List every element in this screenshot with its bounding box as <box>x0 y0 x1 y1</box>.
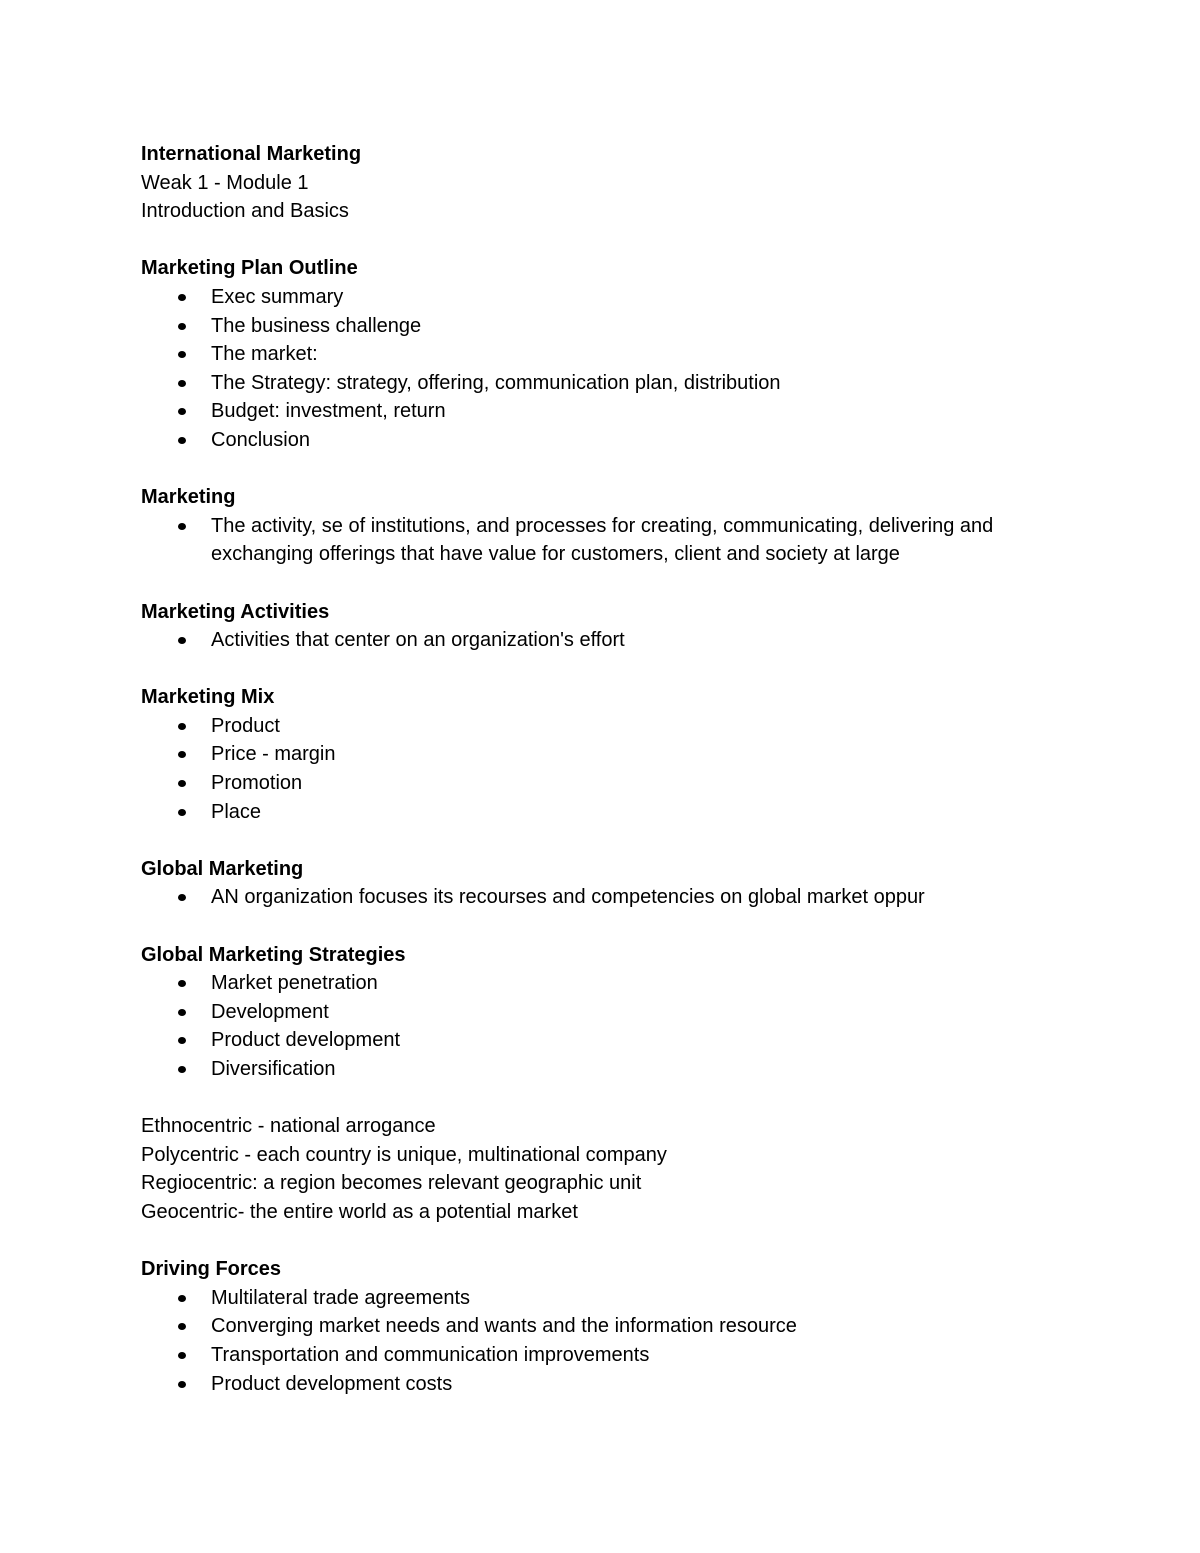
spacer <box>141 1227 1081 1256</box>
bullet-icon <box>178 408 186 415</box>
bullet-icon <box>178 780 186 787</box>
list-item: Product development <box>141 1026 1081 1055</box>
bullet-list <box>141 626 1081 655</box>
bullet-icon <box>178 294 186 301</box>
bullet-icon <box>178 1352 186 1359</box>
bullet-list <box>141 883 1081 912</box>
list-item: Exec summary <box>141 283 1081 312</box>
bullet-icon <box>178 637 186 644</box>
list-item: Budget: investment, return <box>141 397 1081 426</box>
spacer <box>141 226 1081 255</box>
bullet-list <box>141 283 1081 455</box>
bullet-list <box>141 1284 1081 1398</box>
bullet-icon <box>178 723 186 730</box>
list-item: Product <box>141 712 1081 741</box>
bullet-icon <box>178 323 186 330</box>
spacer <box>141 455 1081 484</box>
list-item: Promotion <box>141 769 1081 798</box>
list-item: Transportation and communication improvements <box>141 1341 1081 1370</box>
bullet-icon <box>178 1323 186 1330</box>
list-item: The business challenge <box>141 312 1081 341</box>
list-item: Price - margin <box>141 740 1081 769</box>
list-item: Converging market needs and wants and the information resource <box>141 1312 1081 1341</box>
spacer <box>141 1084 1081 1113</box>
spacer <box>141 655 1081 684</box>
bullet-icon <box>178 380 186 387</box>
section-heading-marketing-mix: Marketing Mix <box>141 686 275 709</box>
spacer <box>141 569 1081 598</box>
list-item: Product development costs <box>141 1370 1081 1399</box>
bullet-icon <box>178 1295 186 1302</box>
list-item: The Strategy: strategy, offering, communication plan, distribution <box>141 369 1081 398</box>
bullet-icon <box>178 1009 186 1016</box>
list-item: The market: <box>141 340 1081 369</box>
document-title: International Marketing <box>141 143 362 165</box>
list-item: Conclusion <box>141 426 1081 455</box>
bullet-icon <box>178 523 186 530</box>
list-item: Development <box>141 998 1081 1027</box>
list-item: The activity, se of institutions, and processes for creating, communicating, delivering and exchanging offerings that have value for customers, client and society at large <box>141 512 1081 569</box>
list-item: Diversification <box>141 1055 1081 1084</box>
orientation-line: Regiocentric: a region becomes relevant geographic unit <box>141 1172 642 1195</box>
bullet-icon <box>178 1381 186 1388</box>
section-heading-marketing: Marketing <box>141 486 236 509</box>
section-heading-marketing-plan-outline: Marketing Plan Outline <box>141 257 358 280</box>
section-heading-marketing-activities: Marketing Activities <box>141 600 330 623</box>
bullet-list <box>141 969 1081 1083</box>
bullet-icon <box>178 894 186 901</box>
list-item: Market penetration <box>141 969 1081 998</box>
bullet-icon <box>178 351 186 358</box>
bullet-list <box>141 512 1081 569</box>
section-heading-global-marketing: Global Marketing <box>141 857 304 880</box>
orientation-line: Polycentric - each country is unique, multinational company <box>141 1143 667 1166</box>
orientation-line: Ethnocentric - national arrogance <box>141 1115 436 1138</box>
bullet-list <box>141 712 1081 826</box>
document-page <box>141 140 1081 1398</box>
bullet-icon <box>178 1066 186 1073</box>
section-heading-global-marketing-strategies: Global Marketing Strategies <box>141 943 406 966</box>
week-label: Weak 1 - Module 1 <box>141 171 309 194</box>
list-item: AN organization focuses its recourses and competencies on global market oppur <box>141 883 1081 912</box>
bullet-icon <box>178 809 186 816</box>
orientation-line: Geocentric- the entire world as a potential market <box>141 1200 578 1223</box>
bullet-icon <box>178 751 186 758</box>
bullet-icon <box>178 980 186 987</box>
bullet-icon <box>178 1037 186 1044</box>
list-item: Place <box>141 798 1081 827</box>
spacer <box>141 826 1081 855</box>
list-item: Activities that center on an organization's effort <box>141 626 1081 655</box>
list-item: Multilateral trade agreements <box>141 1284 1081 1313</box>
spacer <box>141 912 1081 941</box>
section-heading-driving-forces: Driving Forces <box>141 1258 282 1281</box>
bullet-icon <box>178 437 186 444</box>
topic-label: Introduction and Basics <box>141 200 349 223</box>
